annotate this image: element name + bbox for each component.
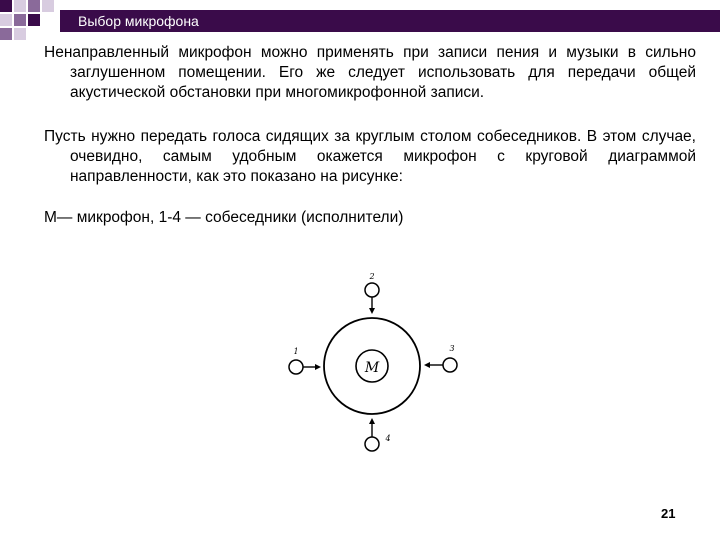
speaker-2-circle [365,283,379,297]
speaker-4-label: 4 [385,434,391,443]
speaker-4-circle [365,437,379,451]
microphone-label: M [364,360,380,376]
title-bar [60,10,720,32]
figure-caption: М— микрофон, 1-4 — собеседники (исполнители) [44,209,404,226]
slide-title: Выбор микрофона [78,13,199,29]
paragraph-omni-use: Ненаправленный микрофон можно применять при записи пения и музыки в сильно заглушенном помещении. Его же следует использовать для передачи общей акустической обстановки при многомикрофонной записи. [44,44,696,101]
page-number: 21 [661,506,676,521]
speaker-1-circle [289,360,303,374]
speaker-1-label: 1 [293,347,299,356]
speaker-2-label: 2 [369,272,375,281]
paragraph-round-table: Пусть нужно передать голоса сидящих за круглым столом собеседников. В этом случае, очевидно, самым удобным окажется микрофон с круговой диаграммой направленности, как это показано на рисунке: [44,128,696,185]
corner-decoration [0,0,60,45]
speaker-3-label: 3 [449,344,455,353]
microphone-diagram [280,268,470,458]
speaker-3-circle [443,358,457,372]
